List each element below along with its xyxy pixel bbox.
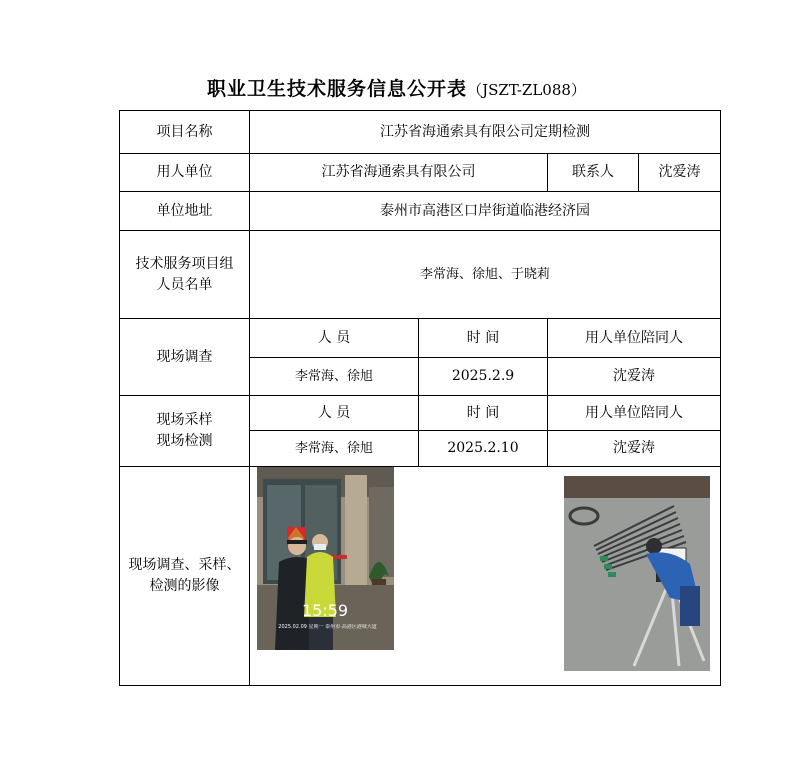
project-name-value: 江苏省海通索具有限公司定期检测 (250, 111, 721, 154)
team-label-line1: 技术服务项目组 (135, 255, 234, 272)
survey-header-time: 时 间 (419, 319, 548, 358)
address-label: 单位地址 (120, 192, 250, 231)
sampling-header-escort: 用人单位陪同人 (548, 396, 721, 431)
row-images (120, 467, 721, 686)
survey-photo-image (257, 467, 394, 650)
images-label-line1: 现场调查、采样、 (128, 557, 241, 573)
contact-value: 沈爱涛 (639, 154, 721, 192)
sampling-label-line1: 现场采样 (156, 412, 213, 428)
employer-label: 用人单位 (120, 154, 250, 192)
row-address (120, 192, 721, 231)
survey-photo (257, 467, 394, 650)
survey-header-people: 人 员 (250, 319, 419, 358)
title-code: （JSZT-ZL088） (467, 81, 586, 99)
photo-clock: 15:59 (302, 601, 349, 620)
page-title (0, 74, 793, 101)
sampling-header-time: 时 间 (419, 396, 548, 431)
survey-escort: 沈爱涛 (548, 358, 721, 396)
images-label-line2: 检测的影像 (149, 578, 220, 594)
title-main: 职业卫生技术服务信息公开表 (207, 78, 468, 100)
sampling-photo-image (564, 476, 710, 671)
survey-time: 2025.2.9 (419, 358, 548, 396)
photo-caption: 2025.02.09 星期一 泰州市·高港区港城大道 (278, 624, 377, 630)
row-team (120, 231, 721, 319)
team-label (120, 231, 250, 319)
photos-area (250, 467, 720, 684)
sampling-header-people: 人 员 (250, 396, 419, 431)
sampling-photo (564, 476, 710, 671)
images-label (120, 467, 250, 686)
sampling-label (120, 396, 250, 467)
images-cell (250, 467, 721, 686)
survey-header-escort: 用人单位陪同人 (548, 319, 721, 358)
sampling-time: 2025.2.10 (419, 431, 548, 467)
sampling-escort: 沈爱涛 (548, 431, 721, 467)
sampling-label-line2: 现场检测 (156, 433, 213, 449)
team-value: 李常海、徐旭、于晓莉 (250, 231, 721, 319)
row-employer (120, 154, 721, 192)
team-label-line2: 人员名单 (156, 276, 213, 293)
project-name-label: 项目名称 (120, 111, 250, 154)
address-value: 泰州市高港区口岸街道临港经济园 (250, 192, 721, 231)
row-survey-header (120, 319, 721, 358)
survey-people: 李常海、徐旭 (250, 358, 419, 396)
row-sampling-header (120, 396, 721, 431)
sampling-people: 李常海、徐旭 (250, 431, 419, 467)
contact-label: 联系人 (548, 154, 639, 192)
info-table (119, 110, 721, 686)
employer-value: 江苏省海通索具有限公司 (250, 154, 548, 192)
row-project-name (120, 111, 721, 154)
survey-label: 现场调查 (120, 319, 250, 396)
